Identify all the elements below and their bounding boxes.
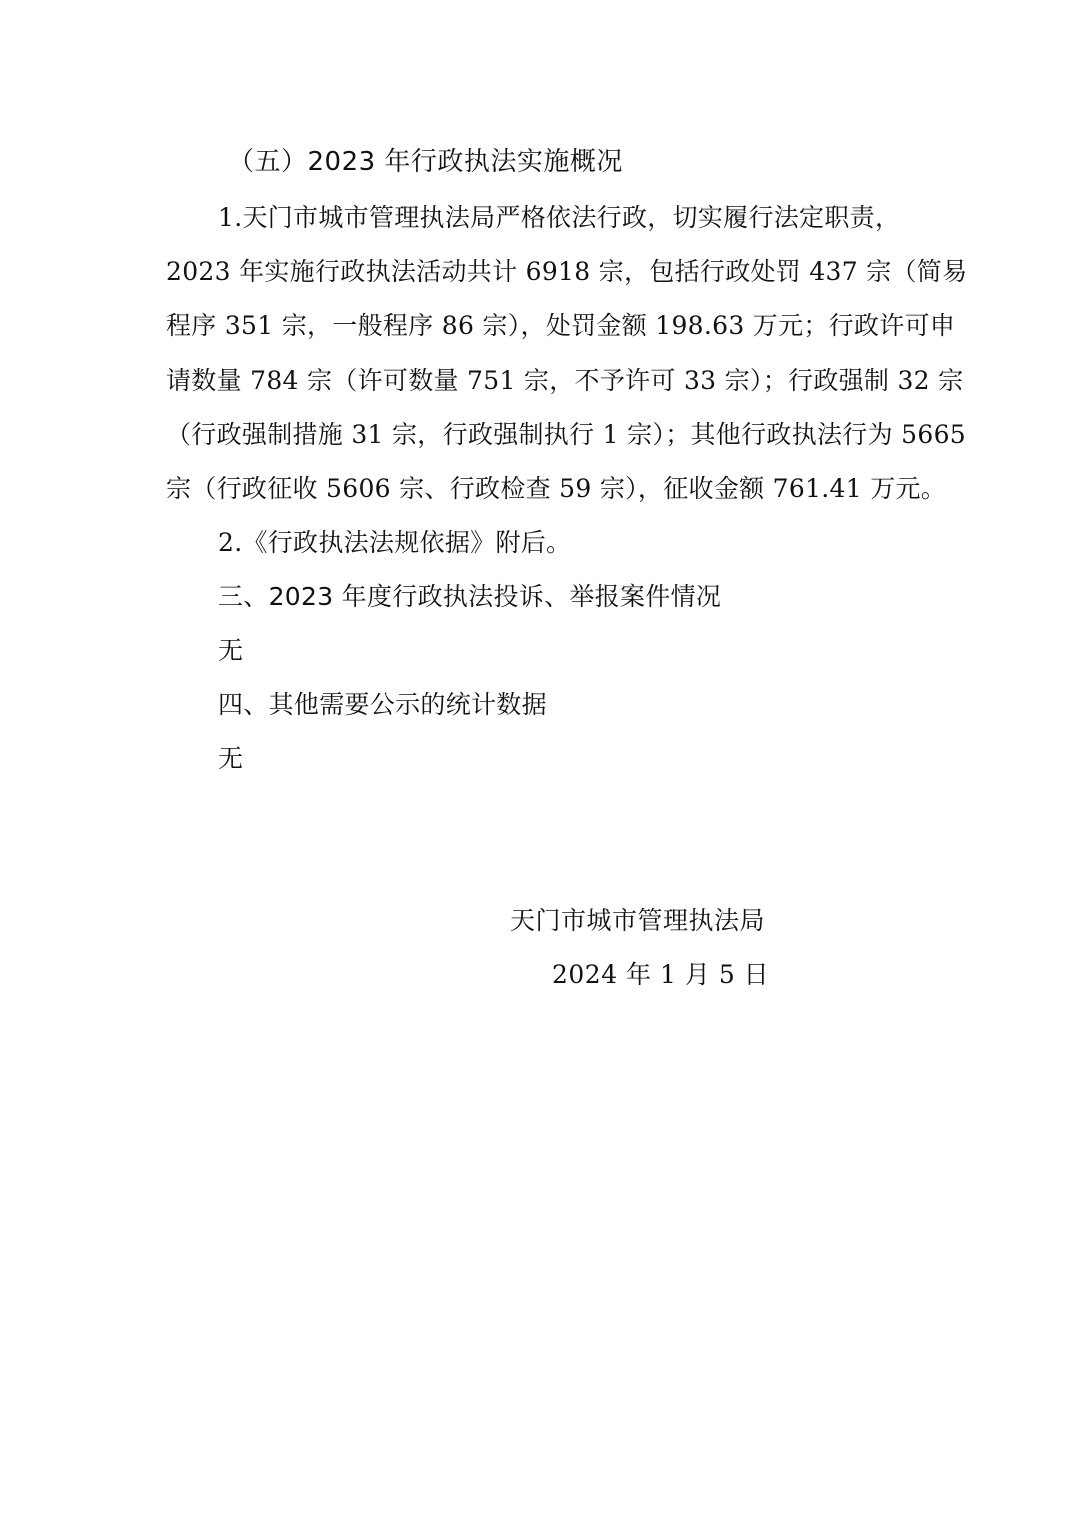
item-1-line-6: 宗（行政征收 5606 宗、行政检查 59 宗），征收金额 761.41 万元。 xyxy=(166,474,947,503)
item-1-line-5: （行政强制措施 31 宗，行政强制执行 1 宗）；其他行政执法行为 5665 xyxy=(166,420,966,449)
section-4-heading: 四、其他需要公示的统计数据 xyxy=(218,690,547,719)
item-1-line-2: 2023 年实施行政执法活动共计 6918 宗，包括行政处罚 437 宗（简易 xyxy=(166,257,968,286)
section-4-content: 无 xyxy=(218,744,244,773)
item-2-text: 2.《行政执法法规依据》附后。 xyxy=(218,528,572,557)
signature-date: 2024 年 1 月 5 日 xyxy=(552,960,770,989)
section-5-heading: （五）2023 年行政执法实施概况 xyxy=(228,147,623,177)
item-1-line-3: 程序 351 宗，一般程序 86 宗），处罚金额 198.63 万元；行政许可申 xyxy=(166,311,956,340)
section-3-content: 无 xyxy=(218,636,244,665)
signature-org: 天门市城市管理执法局 xyxy=(510,906,766,935)
item-1-line-4: 请数量 784 宗（许可数量 751 宗，不予许可 33 宗）；行政强制 32 宗 xyxy=(166,366,964,395)
section-3-heading: 三、2023 年度行政执法投诉、举报案件情况 xyxy=(218,582,722,611)
item-1-line-1: 1.天门市城市管理执法局严格依法行政，切实履行法定职责， xyxy=(218,203,901,232)
